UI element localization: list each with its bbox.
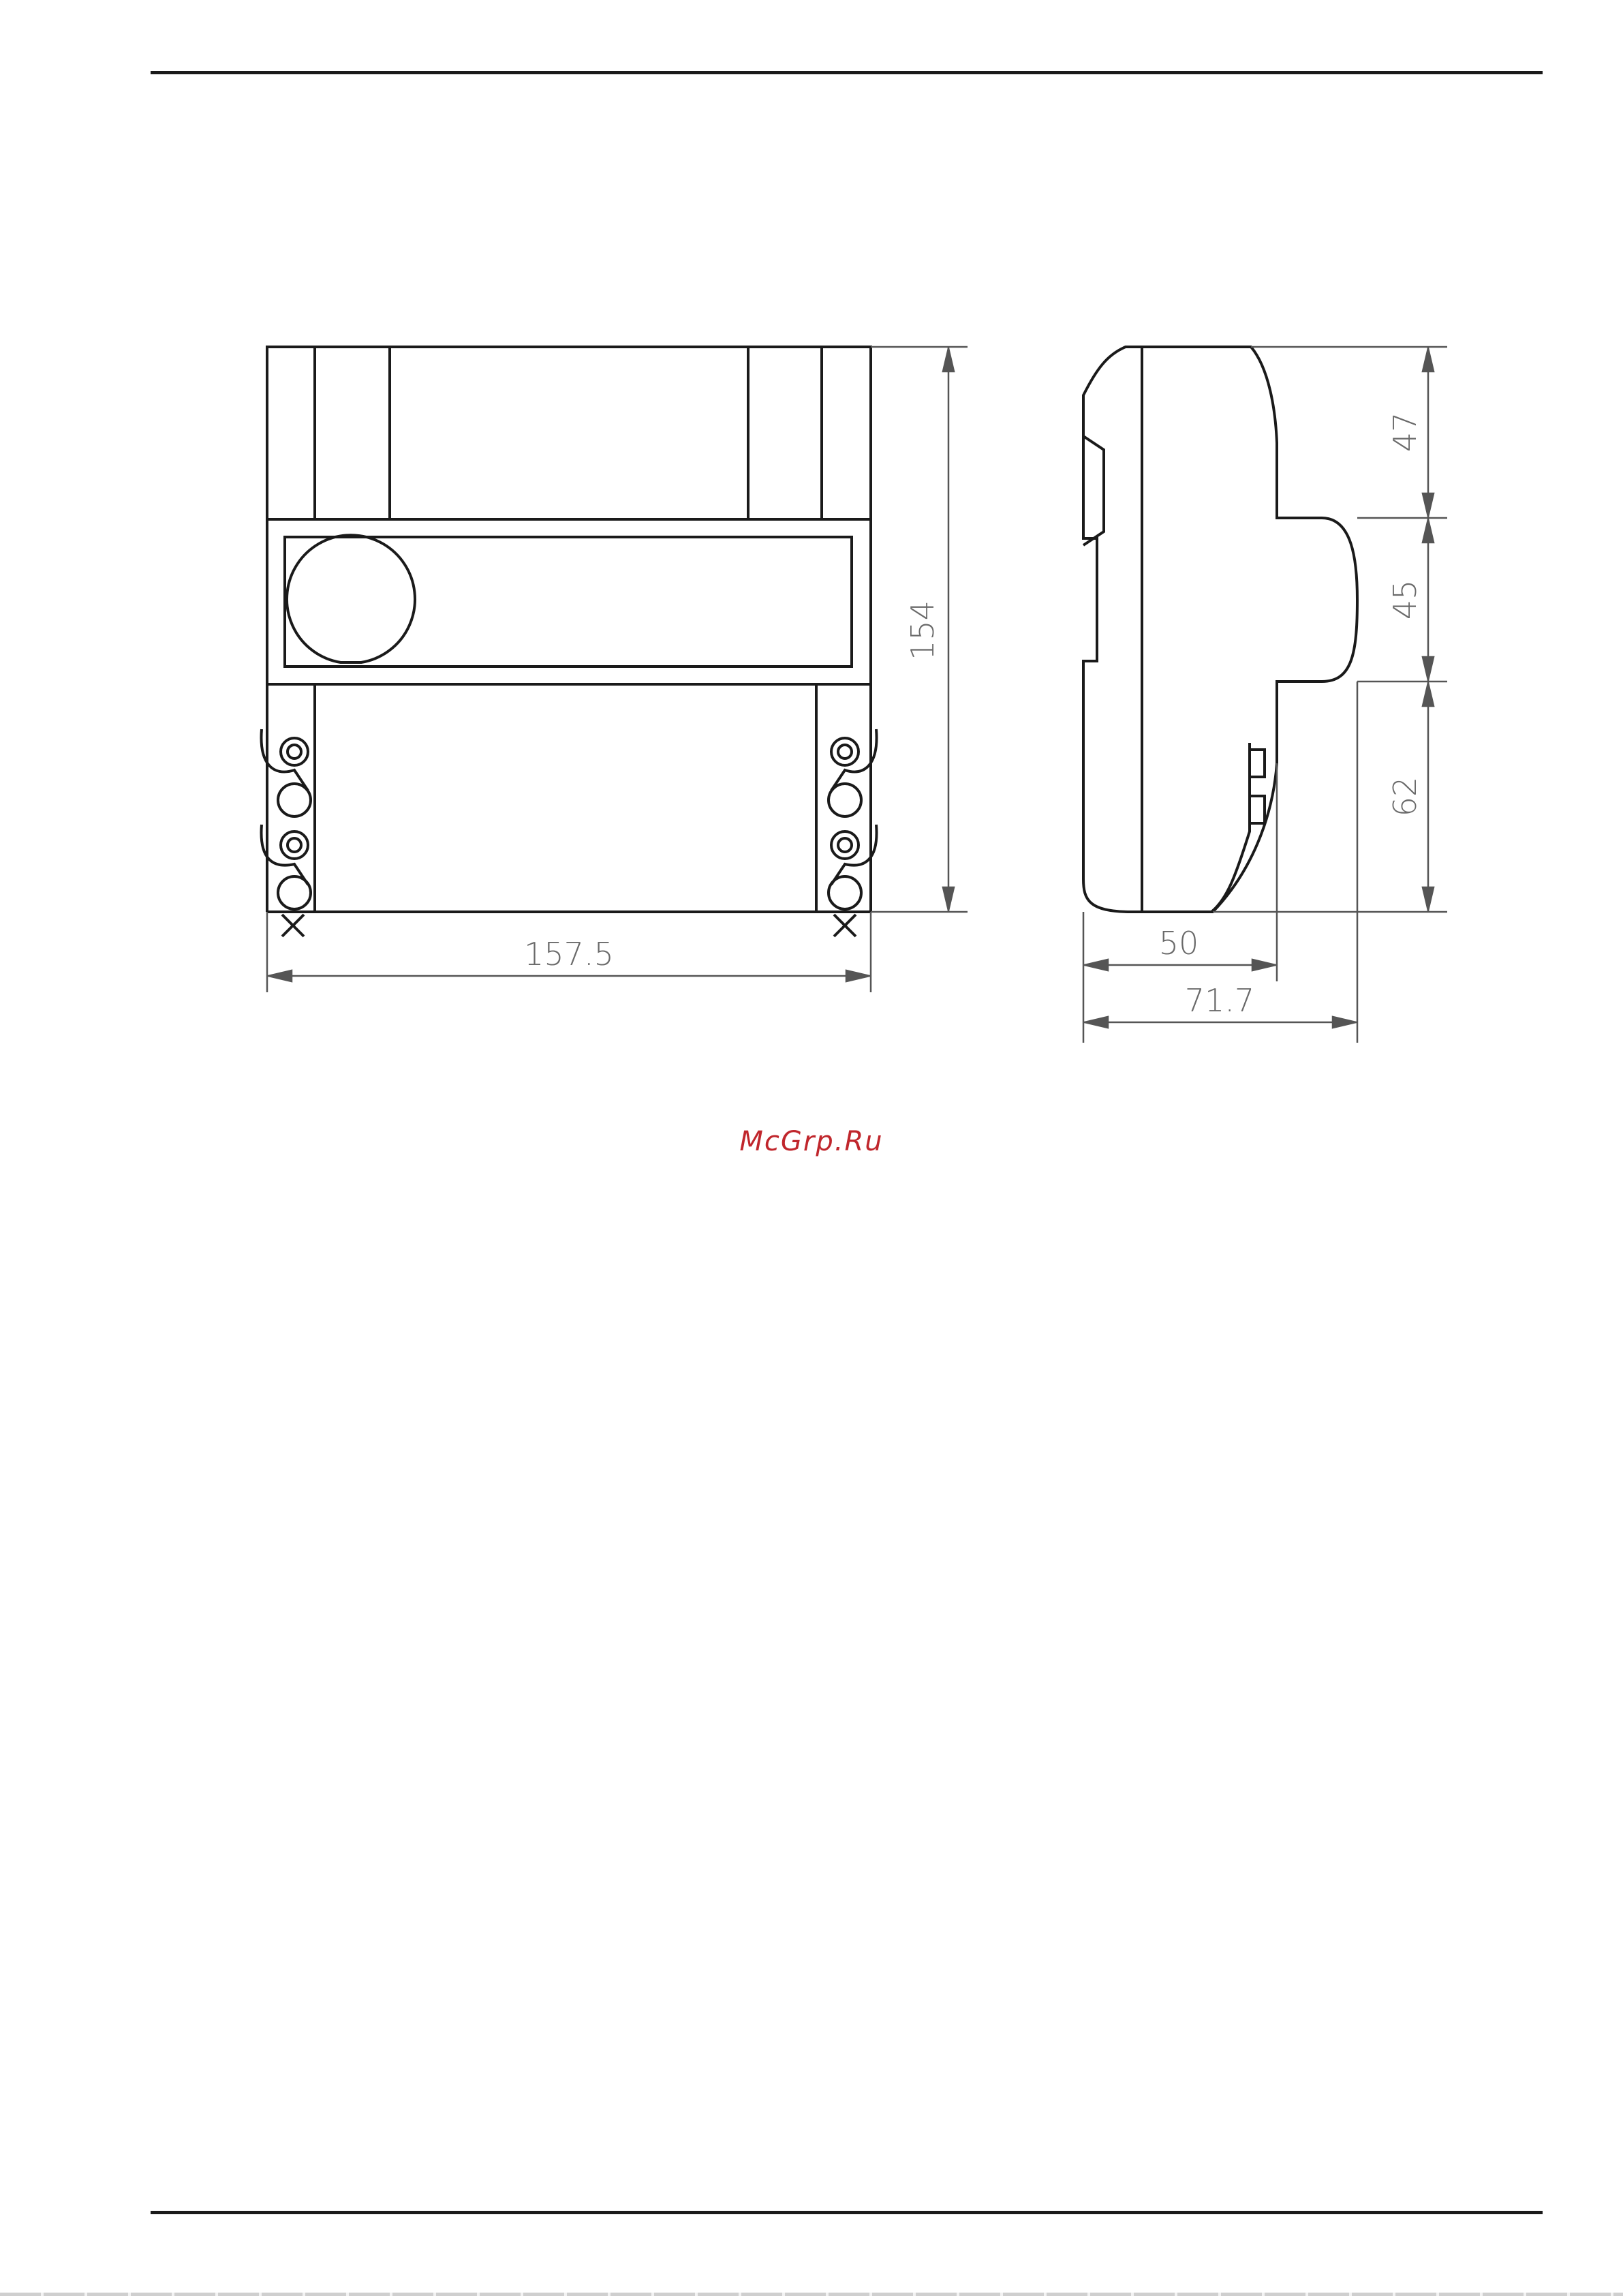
side-depth-total-arrow-right <box>1333 1017 1356 1028</box>
left-terminal-seal-1 <box>278 784 311 816</box>
watermark-text: McGrp.Ru <box>739 1126 884 1157</box>
side-depth-body-arrow-left <box>1085 960 1108 970</box>
side-bottom-arrow-b <box>1423 887 1434 910</box>
side-latch-front <box>1211 743 1250 912</box>
display-window <box>285 537 852 667</box>
side-bottom-label: 62 <box>1387 776 1423 817</box>
side-mid-arrow-b <box>1423 657 1434 680</box>
side-latch-1 <box>1250 750 1265 777</box>
front-middle-band <box>267 519 871 684</box>
right-terminal-wire-mark <box>834 915 856 936</box>
footer-rule <box>151 2211 1543 2214</box>
right-terminals <box>829 729 877 936</box>
side-top-arrow-b <box>1423 493 1434 517</box>
right-terminal-screw-2 <box>831 831 859 859</box>
front-width-arrow-left <box>268 970 292 981</box>
side-body-outline <box>1083 347 1357 912</box>
right-terminal-screw-2-inner <box>838 838 852 852</box>
side-latch-2 <box>1250 796 1265 823</box>
left-terminal-screw-2 <box>281 831 308 859</box>
page-edge-strip <box>0 2293 1623 2296</box>
terminal-cover <box>315 684 816 912</box>
left-terminals <box>261 729 311 936</box>
front-view <box>267 347 871 912</box>
side-depth-total-arrow-left <box>1085 1017 1108 1028</box>
front-height-label: 154 <box>904 600 941 660</box>
side-middle-label: 45 <box>1387 579 1423 620</box>
side-bottom-arrow-a <box>1423 683 1434 706</box>
front-dimension-lines <box>267 347 968 992</box>
left-terminal-screw-1 <box>281 738 308 765</box>
right-terminal-seal-2 <box>829 876 861 909</box>
side-top-arrow-a <box>1423 348 1434 371</box>
front-top-cover <box>267 347 871 519</box>
right-terminal-screw-1-inner <box>838 745 852 759</box>
counter-dial <box>287 535 415 662</box>
front-width-arrow-right <box>846 970 869 981</box>
left-terminal-wire-mark <box>282 915 304 936</box>
right-terminal-seal-1 <box>829 784 861 816</box>
left-terminal-screw-2-inner <box>288 838 301 852</box>
front-width-label: 157.5 <box>524 936 614 973</box>
right-terminal-screw-1 <box>831 738 859 765</box>
side-depth-total-label: 71.7 <box>1184 982 1255 1019</box>
side-rail-clip <box>1083 436 1104 545</box>
side-depth-body-arrow-right <box>1252 960 1276 970</box>
side-depth-body-label: 50 <box>1158 925 1199 962</box>
side-view <box>1083 347 1357 912</box>
front-height-arrow-top <box>943 348 954 371</box>
left-terminal-seal-2 <box>278 876 311 909</box>
left-terminal-screw-1-inner <box>288 745 301 759</box>
side-top-label: 47 <box>1387 412 1423 453</box>
front-height-arrow-bottom <box>943 887 954 910</box>
side-mid-arrow-a <box>1423 519 1434 542</box>
